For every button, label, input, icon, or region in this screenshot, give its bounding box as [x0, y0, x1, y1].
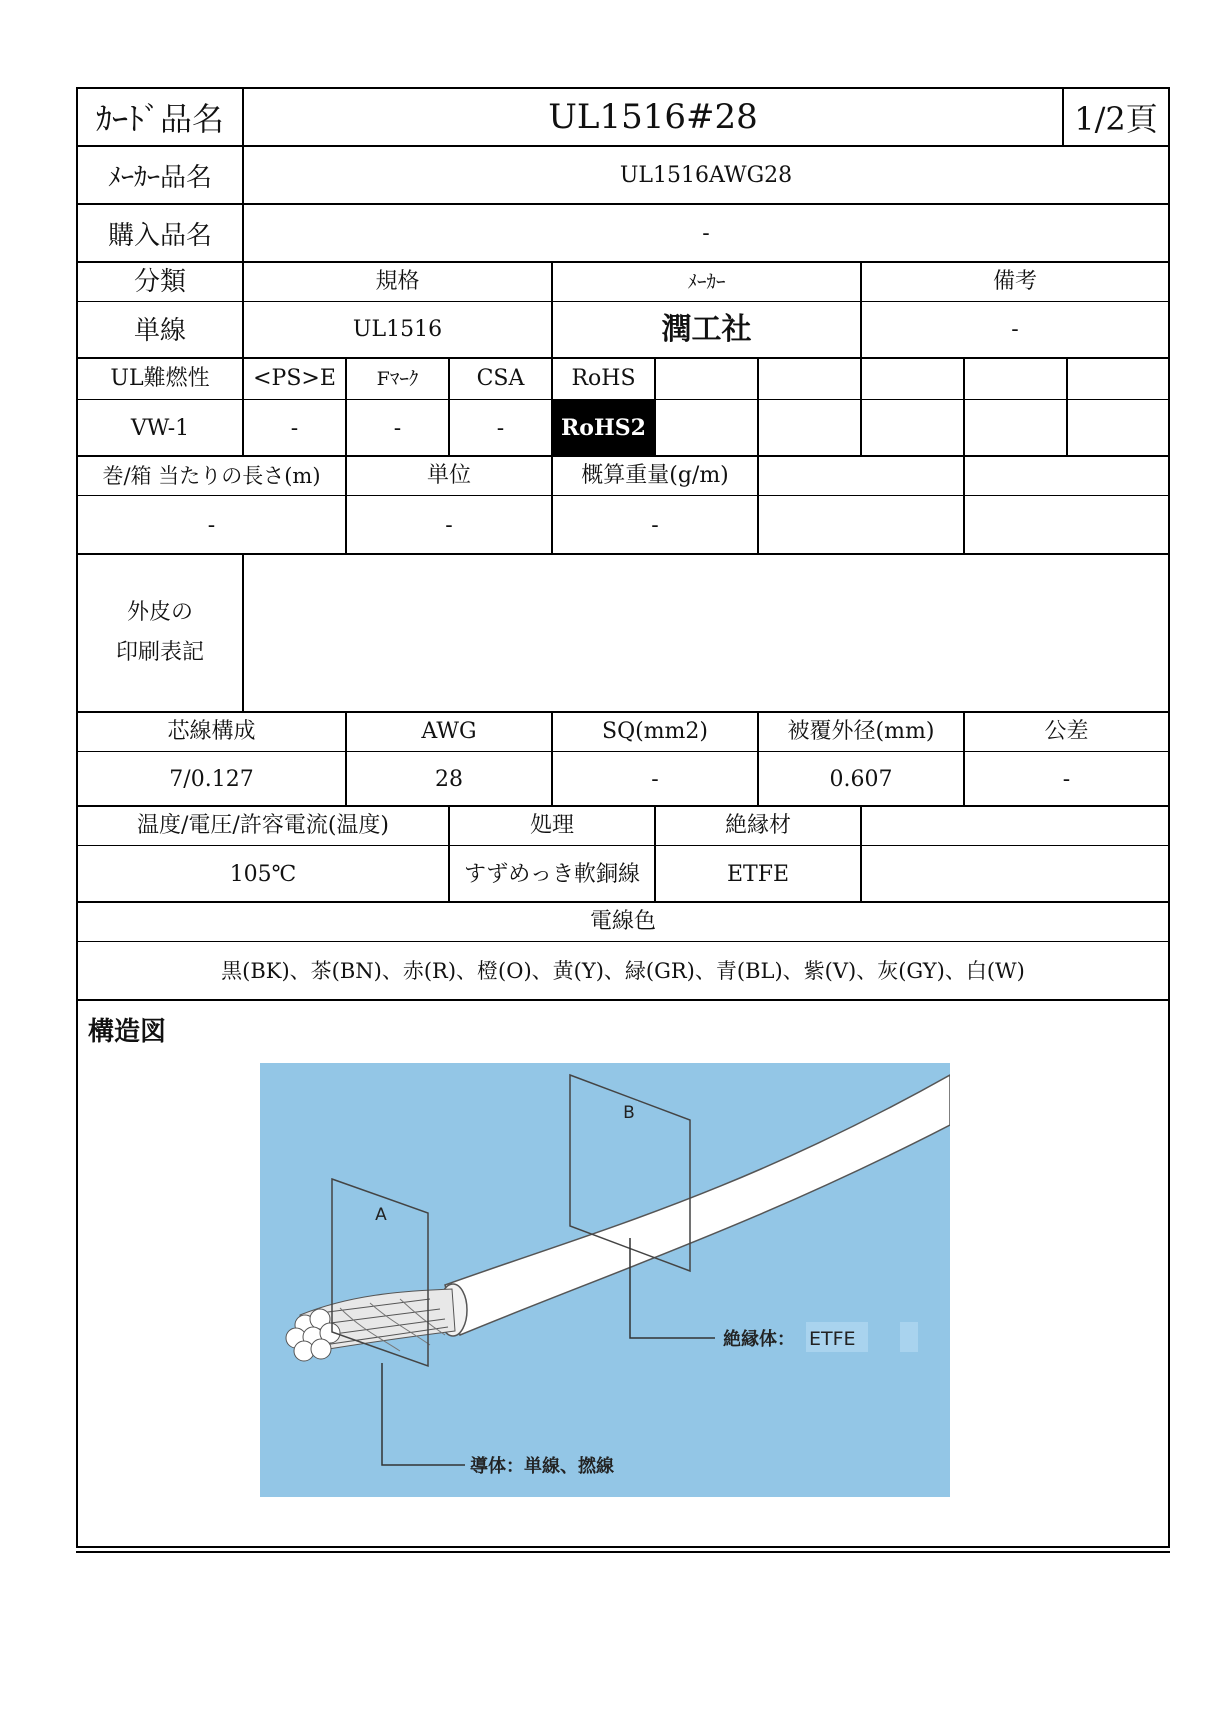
classification-value-2: 潤工社 [661, 312, 752, 347]
length-row [78, 457, 1168, 555]
diagram-background [260, 1063, 950, 1497]
core-header-1: AWG [421, 719, 477, 744]
rating-header-1: 処理 [529, 813, 574, 838]
cert-empty-1 [656, 359, 759, 455]
classification-header-2: ﾒｰｶｰ [687, 271, 726, 293]
purchase-name-row [78, 205, 1168, 263]
card-name-row [78, 89, 1168, 147]
cert-header-3: CSA [476, 366, 525, 391]
card-name-label: ｶｰﾄﾞ品名 [78, 89, 244, 145]
print-value [244, 555, 1168, 711]
cert-empty-3 [862, 359, 965, 455]
core-header-3: 被覆外径(mm) [787, 719, 935, 744]
label-b: B [623, 1103, 635, 1123]
certification-row [78, 359, 1168, 457]
purchase-name-value: - [702, 220, 710, 246]
rating-header-0: 温度/電圧/許容電流(温度) [137, 813, 389, 838]
maker-name-row [78, 147, 1168, 205]
print-label-line1: 外皮の [126, 600, 193, 625]
insulator-value: ETFE [809, 1328, 856, 1350]
rating-empty [862, 807, 1168, 901]
length-empty-1 [759, 457, 965, 553]
rating-value-1: すずめっき軟銅線 [463, 862, 640, 887]
cert-empty-4 [965, 359, 1068, 455]
cert-value-1: - [290, 416, 299, 441]
cert-header-0: UL難燃性 [110, 366, 210, 391]
length-header-1: 単位 [426, 463, 471, 488]
structure-title: 構造図 [88, 1017, 167, 1047]
cert-header-4: RoHS [571, 366, 636, 391]
length-header-2: 概算重量(g/m) [581, 463, 729, 488]
conductor-label: 導体：単線、撚線 [470, 1456, 614, 1477]
label-highlight [900, 1322, 918, 1352]
core-header-0: 芯線構成 [167, 719, 256, 744]
cable-structure-diagram [260, 1063, 950, 1497]
cert-header-1: <PS>E [253, 366, 336, 391]
classification-header-3: 備考 [992, 269, 1037, 294]
core-header-2: SQ(mm2) [602, 719, 708, 744]
page-number: 1/2頁 [1074, 100, 1158, 138]
cert-header-2: Fﾏｰｸ [376, 368, 419, 390]
maker-name-label: ﾒｰｶｰ品名 [78, 147, 244, 203]
rating-value-0: 105℃ [229, 862, 297, 887]
maker-name-value: UL1516AWG28 [619, 162, 793, 188]
rating-row [78, 807, 1168, 903]
card-name-value: UL1516#28 [244, 89, 1064, 145]
length-value-2: - [651, 513, 659, 538]
structure-section [78, 1001, 1168, 1546]
cert-value-rohs: RoHS2 [553, 400, 654, 455]
length-value-1: - [445, 513, 453, 538]
cert-empty-5 [1068, 359, 1168, 455]
purchase-name-label: 購入品名 [78, 205, 244, 261]
core-value-3: 0.607 [829, 767, 893, 792]
classification-value-0: 単線 [78, 301, 242, 357]
core-value-2: - [651, 767, 659, 792]
classification-value-1: UL1516 [352, 317, 443, 342]
length-header-0: 巻/箱 当たりの長さ(m) [102, 464, 321, 488]
spec-sheet [76, 87, 1170, 1548]
core-row [78, 713, 1168, 807]
core-value-4: - [1062, 767, 1071, 792]
core-value-0: 7/0.127 [169, 767, 254, 792]
length-empty-2 [965, 457, 1168, 553]
wire-color-value: 黒(BK)、茶(BN)、赤(R)、橙(O)、黄(Y)、緑(GR)、青(BL)、紫(V)、灰(GY)、白(W) [221, 959, 1025, 983]
wire-color-row [78, 903, 1168, 1001]
print-label-line2: 印刷表記 [115, 640, 204, 665]
length-value-0: - [207, 513, 216, 538]
print-row [78, 555, 1168, 713]
insulator-label: 絶縁体： [723, 1329, 795, 1350]
cert-value-0: VW-1 [130, 416, 190, 441]
classification-value-3: - [1011, 317, 1019, 342]
classification-row [78, 263, 1168, 359]
core-header-4: 公差 [1044, 719, 1089, 744]
core-value-1: 28 [435, 767, 463, 792]
rating-value-2: ETFE [726, 862, 790, 887]
classification-header-0: 分類 [133, 267, 186, 297]
cert-empty-2 [759, 359, 862, 455]
cert-value-2: - [393, 416, 402, 441]
classification-header-1: 規格 [375, 269, 420, 294]
cert-value-3: - [496, 416, 505, 441]
label-a: A [375, 1205, 387, 1225]
rating-header-2: 絶縁材 [724, 813, 791, 838]
wire-color-label: 電線色 [589, 909, 656, 934]
